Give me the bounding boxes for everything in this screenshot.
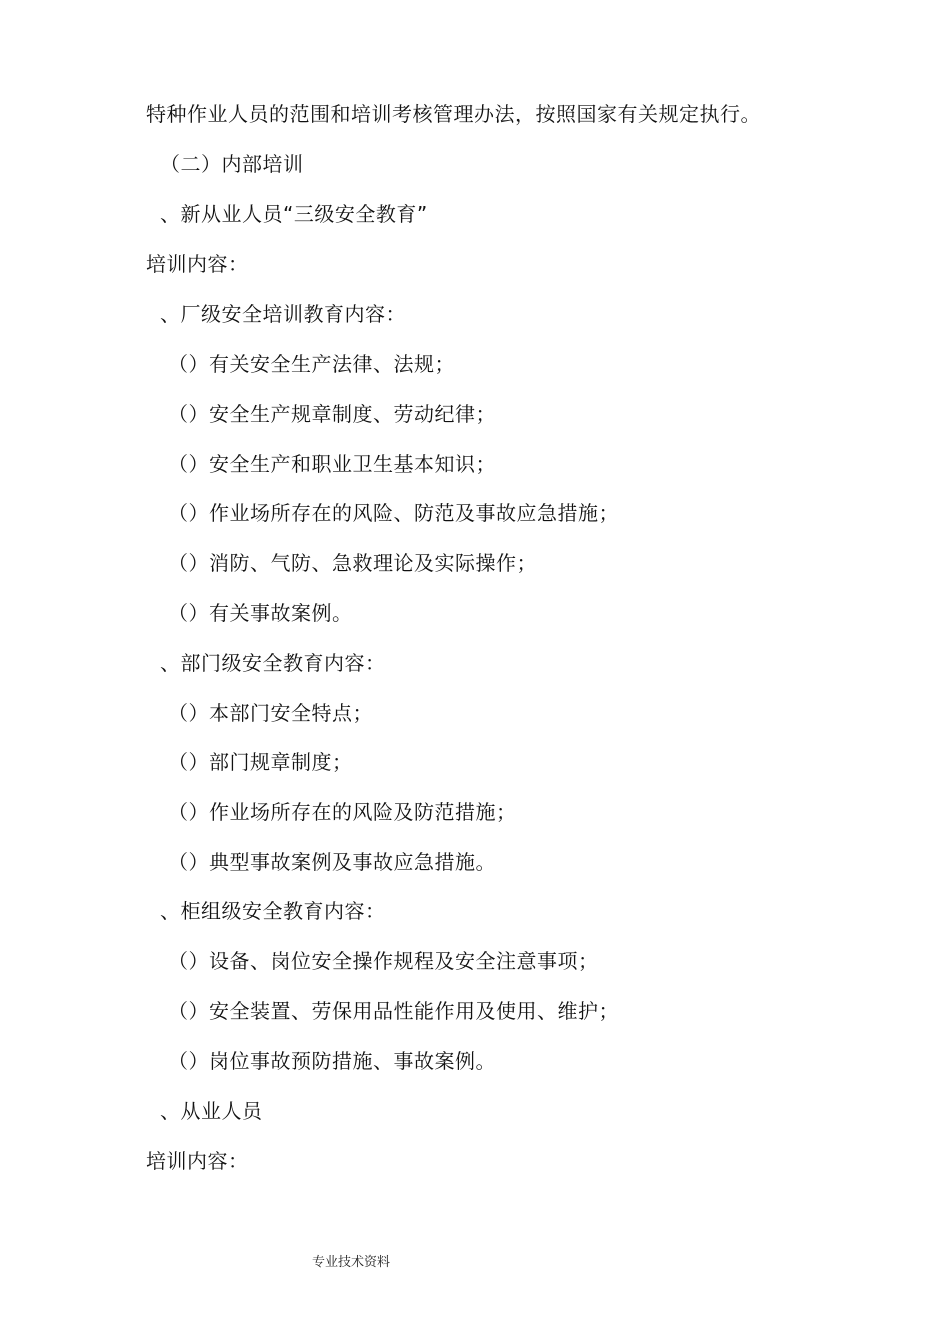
list-item: （）安全生产规章制度、劳动纪律；	[168, 402, 496, 426]
list-item: （）部门规章制度；	[168, 750, 353, 774]
list-item: （）典型事故案例及事故应急措施。	[168, 850, 496, 874]
section-heading: （二）内部培训	[160, 152, 304, 176]
list-heading: 、部门级安全教育内容：	[160, 651, 386, 675]
list-item: （）有关安全生产法律、法规；	[168, 352, 455, 376]
list-item: （）岗位事故预防措施、事故案例。	[168, 1049, 496, 1073]
list-item: （）消防、气防、急救理论及实际操作；	[168, 551, 537, 575]
list-item: （）本部门安全特点；	[168, 701, 373, 725]
paragraph-line: 特种作业人员的范围和培训考核管理办法，按照国家有关规定执行。	[146, 102, 761, 126]
list-item: （）安全装置、劳保用品性能作用及使用、维护；	[168, 999, 619, 1023]
list-item: （）有关事故案例。	[168, 601, 353, 625]
content-label: 培训内容：	[146, 1149, 249, 1173]
list-item: （）安全生产和职业卫生基本知识；	[168, 452, 496, 476]
list-heading: 、厂级安全培训教育内容：	[160, 302, 406, 326]
subsection-heading: 、新从业人员“三级安全教育”	[160, 202, 428, 226]
list-item: （）作业场所存在的风险及防范措施；	[168, 800, 517, 824]
list-item: （）作业场所存在的风险、防范及事故应急措施；	[168, 501, 619, 525]
content-label: 培训内容：	[146, 252, 249, 276]
list-item: （）设备、岗位安全操作规程及安全注意事项；	[168, 949, 599, 973]
page-footer: 专业技术资料	[312, 1255, 391, 1270]
list-heading: 、柜组级安全教育内容：	[160, 899, 386, 923]
subsection-heading: 、从业人员	[160, 1099, 263, 1123]
